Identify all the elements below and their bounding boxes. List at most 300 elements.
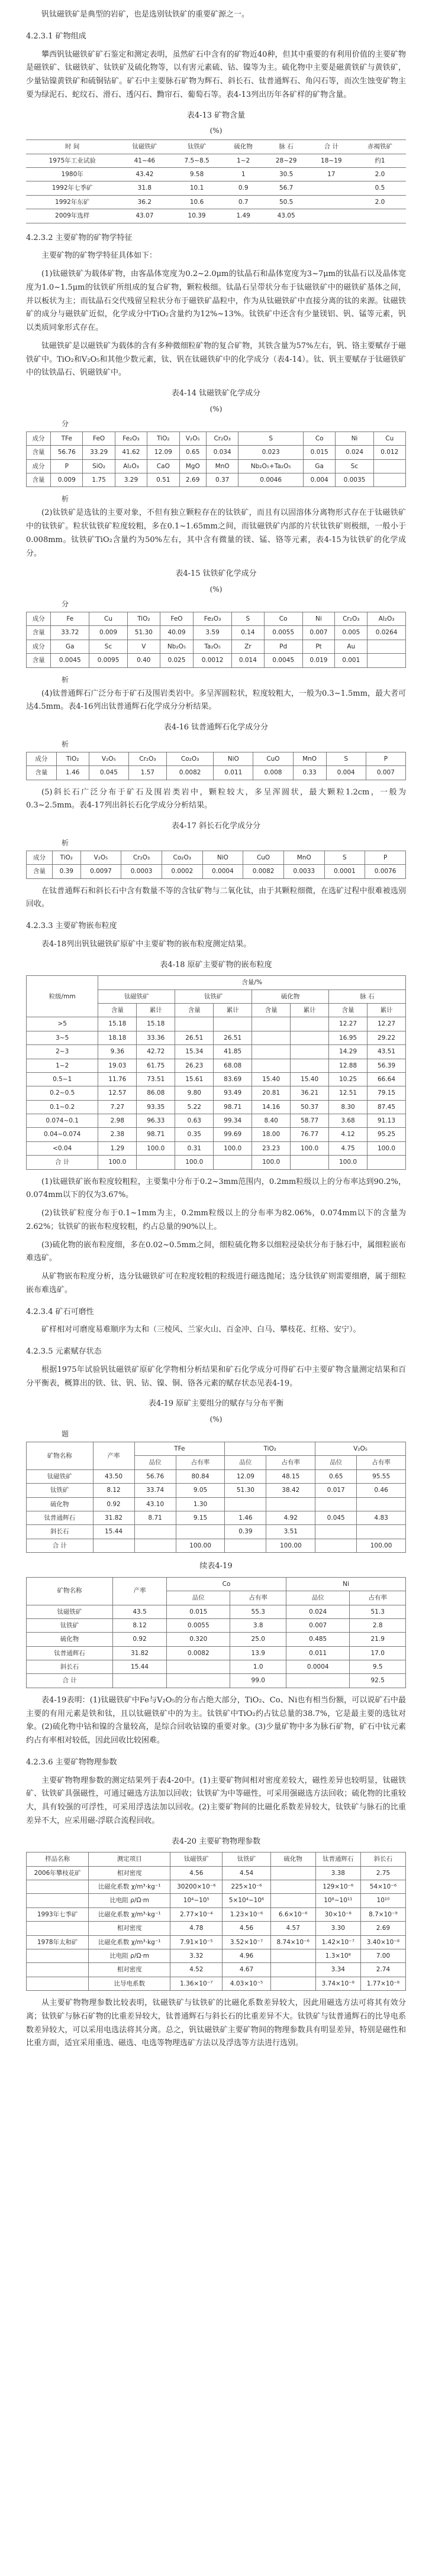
- table-header-cell: NiO: [202, 851, 243, 864]
- table-header-cell: 品位: [315, 1456, 357, 1469]
- table-cell: 6.6×10⁻⁶: [270, 1907, 315, 1921]
- table-cell: 96.33: [137, 1114, 175, 1128]
- table-cell: 2~3: [27, 1045, 98, 1059]
- table-header-cell: V₂O₅: [80, 851, 121, 864]
- table-header-cell: Fe: [51, 612, 89, 626]
- table-cell: 95.55: [357, 1469, 406, 1483]
- table-cell: 8.12: [113, 1618, 167, 1632]
- table-header-row: [27, 1852, 406, 1866]
- table-cell: 4.57: [270, 1922, 315, 1935]
- table-cell: 12.51: [329, 1086, 367, 1100]
- table-cell: 7.27: [98, 1100, 137, 1114]
- table-cell: 11.76: [98, 1072, 137, 1086]
- table-cell: 12.09: [225, 1469, 266, 1483]
- table-4-19-cont: [26, 1577, 406, 1688]
- table-cell: 斜长石: [27, 1660, 113, 1674]
- table-cell: 4.92: [266, 1511, 315, 1524]
- table-header-cell: NiO: [214, 752, 253, 765]
- table-cell: 10.1: [170, 181, 223, 195]
- table-cell: [270, 1963, 315, 1977]
- table-cell: 硫化物: [27, 1633, 113, 1646]
- table-header-cell: 成分: [27, 459, 51, 473]
- table-cell: 79.15: [367, 1086, 406, 1100]
- table-header-cell: Sc: [89, 640, 128, 653]
- table-cell: 41~46: [118, 154, 170, 167]
- table-cell: 8.74×10⁻⁶: [270, 1935, 315, 1949]
- table-cell: 1993年七季矿: [27, 1907, 89, 1921]
- table-4-17: [26, 851, 406, 879]
- table-cell: 0.007: [286, 1618, 350, 1632]
- paragraph-occurrence-analysis: 表4-19表明：(1)钛磁铁矿中Fe与V₂O₅的分布占绝大部分，TiO₂、Co、Ni也有相当份额，可以说矿石中最主要的有用元素是铁和钛，且以钛磁铁矿中的为主。钛铁矿中TiO₂约占钛总量的38.7%，它是最主要的选钛对象。(2)硫化物中钴和镍的含量较高，是综合回收钴镍的重要对象。(3)少量矿物中多为脉石矿物，矿石中钛元素约占有率相对较低，因此回收比较困难。: [26, 1695, 406, 1745]
- table-cell: 20.81: [252, 1086, 291, 1100]
- table-header-cell: 斜长石: [360, 1852, 405, 1866]
- table-cell: 0.46: [357, 1484, 406, 1497]
- table-header-cell: 品位: [225, 1456, 266, 1469]
- table-cell: 99.0: [230, 1674, 286, 1688]
- table-header-cell: Al₂O₃: [367, 612, 406, 626]
- table-cell: 225×10⁻⁶: [223, 1880, 270, 1894]
- table-cell: 58.77: [291, 1114, 329, 1128]
- table-cell: 36.21: [291, 1086, 329, 1100]
- table-cell: 2.77×10⁻⁴: [170, 1907, 223, 1921]
- table-header-cell: 测定项目: [89, 1852, 170, 1866]
- table-caption-4-14: 表4-14 钛磁铁矿化学成分: [171, 389, 261, 398]
- table-cell: 10.39: [170, 209, 223, 223]
- table-cell: 0.014: [231, 654, 264, 667]
- table-row: [27, 1031, 406, 1044]
- table-cell: 66.64: [367, 1072, 406, 1086]
- table-header-cell: 含量: [175, 1004, 214, 1017]
- table-cell: 33.72: [51, 626, 89, 640]
- table-cell: 26.51: [175, 1031, 214, 1044]
- table-cell: 0.0264: [367, 626, 406, 640]
- paragraph-plagioclase: (5)斜长石广泛分布于矿石及围岩类岩中，颗粒较大，多呈浑圆状，最大颗粒1.2cm，一般为0.3~2.5mm。表4-17列出斜长石化学成分分析结果。: [26, 787, 406, 810]
- table-cell: 0.33: [293, 766, 326, 780]
- table-header-row: [27, 1442, 406, 1456]
- table-cell: 100.0: [367, 1141, 406, 1155]
- table-cell: 13.9: [230, 1646, 286, 1660]
- table-cell: 4.54: [223, 1866, 270, 1880]
- table-header-cell: 钛铁矿: [175, 989, 252, 1003]
- table-header-cell: Cr₂O₃: [206, 432, 238, 445]
- table-header-cell: FeO: [160, 612, 194, 626]
- table-cell: 7.00: [360, 1949, 405, 1962]
- table-cell: 14.16: [252, 1100, 291, 1114]
- table-header-row: [27, 851, 406, 864]
- table-cell: 54×10⁻⁶: [360, 1880, 405, 1894]
- table-cell: 0.04~0.074: [27, 1128, 98, 1141]
- table-cell: 0.40: [127, 654, 160, 667]
- table-cell: 1~2: [223, 154, 264, 167]
- table-label-4-16: 析: [62, 739, 69, 748]
- table-cell: 26.51: [214, 1031, 252, 1044]
- table-cell: 1.46: [225, 1511, 266, 1524]
- table-cell: 16.95: [329, 1031, 367, 1044]
- paragraph-titanium-in-gangue: 在钛普通辉石和斜长石中含有数量不等的含钛矿物与二氧化钛，由于其颗粒细微，在选矿过程中很难被选别回收。: [26, 886, 406, 909]
- table-cell: 9.80: [175, 1086, 214, 1100]
- table-cell: 含量: [27, 446, 51, 459]
- paragraph-grain-size-intro: 表4-18列出钒钛磁铁矿原矿中主要矿物的嵌布粒度测定结果。: [41, 939, 252, 949]
- table-caption-4-18: 表4-18 原矿主要矿物的嵌布粒度: [160, 960, 272, 969]
- table-header-cell: Sc: [336, 459, 373, 473]
- table-cell: 95.25: [367, 1128, 406, 1141]
- table-cell: 15.61: [175, 1072, 214, 1086]
- table-header-cell: Co: [264, 612, 302, 626]
- table-cell: 2.0: [354, 168, 406, 181]
- paragraph-grain-size-2: (2)钛铁矿粒度分布于0.1~1mm为主，0.2mm粒级以上的分布率为82.06%，0.074mm以下的含量为2.62%；钛铁矿的嵌布粒度较粗，约占总量的90%以上。: [26, 1209, 406, 1231]
- table-header-cell: 占有率: [350, 1591, 406, 1605]
- table-cell: 0.65: [179, 446, 206, 459]
- table-cell: 2.74: [360, 1963, 405, 1977]
- table-cell: 含量: [27, 865, 53, 878]
- table-cell: 55.3: [230, 1605, 286, 1618]
- table-cell: 17.0: [350, 1646, 406, 1660]
- table-cell: 51.30: [127, 626, 160, 640]
- table-header-cell: TiO₂: [225, 1442, 315, 1456]
- table-header-row: [27, 1577, 406, 1591]
- table-cell: [266, 1497, 315, 1511]
- table-cell: 93.35: [137, 1100, 175, 1114]
- table-header-row: [27, 612, 406, 626]
- paragraph-physical-params: 主要矿物物理参数的测定结果列于表4-20中。(1)主要矿物间相对密度差较大，磁性差异也较明显，钛磁铁矿、钛铁矿具强磁性，可通过磁选方法加以回收；钛铁矿为中等磁性，可采用强磁选方法回收；硫化物的比重较大，具有较强的可浮性，可采用浮选法加以回收。(2)主要矿物间的比磁化系数差异较大，钛铁矿与脉石的比重差异不大，应采用磁-浮联合流程回收。: [26, 1776, 406, 1825]
- table-cell: 比磁化系数 χ/m³·kg⁻¹: [89, 1935, 170, 1949]
- table-cell: 0.023: [238, 446, 304, 459]
- table-cell: 7.91×10⁻⁵: [170, 1935, 223, 1949]
- table-header-row: [27, 459, 406, 473]
- table-cell: 2.0: [354, 195, 406, 209]
- table-cell: 0.0082: [243, 865, 284, 878]
- table-header-cell: MnO: [293, 752, 326, 765]
- table-header-cell: 品位: [167, 1591, 230, 1605]
- table-cell: 3.38: [315, 1866, 360, 1880]
- table-header-cell: S: [231, 612, 264, 626]
- table-cell: 0.39: [52, 865, 80, 878]
- table-row: [27, 1525, 406, 1539]
- table-cell: 8.40: [252, 1114, 291, 1128]
- table-cell: 1.36×10⁻⁷: [170, 1977, 223, 1990]
- table-cell: 0.045: [89, 766, 128, 780]
- table-cell: 3.29: [115, 473, 147, 486]
- table-cell: 0.51: [147, 473, 179, 486]
- table-cell: 8.12: [93, 1484, 134, 1497]
- table-cell: 100.0: [291, 1141, 329, 1155]
- table-header-cell: MgO: [179, 459, 206, 473]
- table-cell: [367, 654, 406, 667]
- table-header-cell: Nb₂O₅+Ta₂O₅: [238, 459, 304, 473]
- table-cell: 1980年: [26, 168, 118, 181]
- table-cell: 0.35: [175, 1128, 214, 1141]
- table-cell: 0.39: [225, 1525, 266, 1539]
- paragraph-mineral-composition: 攀西钒钛磁铁矿矿石鉴定和测定表明，虽然矿石中含有的矿物近40种，但其中重要的有利用价值的主要矿物是磁铁矿、钛磁铁矿、钛铁矿及硫化物等，以有害元素硫、钴、镍等为主。硫化物中主要是磁黄铁矿与黄铁矿，少量钴镍黄铁矿和硫铜钴矿。矿石中主要脉石矿物为辉石、斜长石、钛普通辉石、角闪石等，而次生蚀变矿物主要为绿泥石、蛇纹石、滑石、透闪石、黝帘石、葡萄石等。表4-13列出历年各矿样的矿物含量。: [26, 50, 406, 99]
- table-cell: 0.0076: [365, 865, 406, 878]
- table-cell: 98.71: [214, 1100, 252, 1114]
- section-heading-4-2-3-2: 4.2.3.2 主要矿物的矿物学特征: [26, 233, 133, 242]
- table-cell: 3.40×10⁻⁸: [360, 1935, 405, 1949]
- table-cell: 3.32: [170, 1949, 223, 1962]
- table-cell: 含量: [27, 473, 51, 486]
- table-cell: 31.82: [113, 1646, 167, 1660]
- table-header-cell: S: [326, 752, 366, 765]
- table-cell: [252, 1059, 291, 1072]
- table-cell: 0.0082: [166, 766, 213, 780]
- table-row: [27, 1059, 406, 1072]
- table-header-cell: 含量: [252, 1004, 291, 1017]
- table-header-cell: Ga: [304, 459, 336, 473]
- table-header-cell: Au: [335, 640, 367, 653]
- table-cell: 12.27: [367, 1017, 406, 1031]
- table-cell: 12.57: [98, 1086, 137, 1100]
- table-cell: 10.6: [170, 195, 223, 209]
- table-cell: 0.63: [175, 1114, 214, 1128]
- table-cell: 10.25: [329, 1072, 367, 1086]
- table-row: [27, 1949, 406, 1962]
- table-cell: 约1: [354, 154, 406, 167]
- table-header-cell: 赤褐铁矿: [354, 140, 406, 154]
- table-row: [27, 1907, 406, 1921]
- table-header-cell: V₂O₅: [179, 432, 206, 445]
- paragraph-titanomagnetite: (1)钛磁铁矿为载体矿物，由客晶体宽度为0.2~2.0μm的钛晶石和晶体宽度为3~7μm的钛晶石以及晶体宽度为1.0~1.5μm的钛铁矿所组成的复合矿物，颗粒极细。钛晶石呈带状分布于钛磁铁矿中的磁铁矿基体之间，并以板状为主；而钛晶石交代残留呈粒状分布于磁铁矿晶粒中，作为从钛磁铁矿中直接分离的钛的来源。钛磁铁矿的成分与磁铁矿近似，化学成分中TiO₂含量约为12%~13%。钛铁矿中还含有少量镁铝、钒、锰等元素，钒以类质同象形式存在。: [26, 270, 406, 332]
- table-cell: 100.00: [357, 1539, 406, 1552]
- table-cell: 0.017: [315, 1484, 357, 1497]
- table-cell: 3.8: [230, 1618, 286, 1632]
- table-label-4-19: 题: [62, 1430, 69, 1438]
- table-header-cell: 含量: [98, 1004, 137, 1017]
- table-cell: 0.0055: [167, 1618, 230, 1632]
- table-cell: 12.88: [329, 1059, 367, 1072]
- table-caption-4-19-cont: 续表4-19: [199, 1562, 233, 1571]
- table-cell: 91.13: [367, 1114, 406, 1128]
- table-cell: 4.75: [329, 1141, 367, 1155]
- table-cell: 40.09: [160, 626, 194, 640]
- table-row: [27, 626, 406, 640]
- table-cell: 43.05: [264, 209, 309, 223]
- table-cell: 0.034: [206, 446, 238, 459]
- table-cell: 0.024: [336, 446, 373, 459]
- table-cell: 比电阻 ρ/Ω·m: [89, 1949, 170, 1962]
- table-cell: 56.39: [367, 1059, 406, 1072]
- table-cell: 4.12: [329, 1128, 367, 1141]
- table-header-cell: 含量: [329, 1004, 367, 1017]
- table-header-cell: Ni: [286, 1577, 406, 1591]
- table-cell: 100.0: [98, 1156, 137, 1169]
- table-cell: 含量: [27, 766, 57, 780]
- table-row: [27, 1633, 406, 1646]
- table-header-cell: Co: [304, 432, 336, 445]
- table-cell: 钛磁铁矿: [27, 1605, 113, 1618]
- table-header-cell: P: [365, 851, 406, 864]
- table-header-cell: 钛磁铁矿: [118, 140, 170, 154]
- table-cell: 3.30: [315, 1922, 360, 1935]
- table-cell: [113, 1674, 167, 1688]
- table-label-right-4-15: 析: [62, 675, 69, 684]
- table-cell: 合 计: [27, 1156, 98, 1169]
- table-cell: 3.52×10⁻⁷: [223, 1935, 270, 1949]
- table-unit-4-13: (%): [209, 126, 223, 135]
- table-cell: 100.00: [266, 1539, 315, 1552]
- table-header-cell: [373, 459, 405, 473]
- table-row: [27, 1045, 406, 1059]
- table-header-cell: 硫化物: [252, 989, 329, 1003]
- table-header-cell: TiO₂: [52, 851, 80, 864]
- table-cell: [225, 1539, 266, 1552]
- table-row: [27, 1141, 406, 1155]
- table-header-cell: 累计: [367, 1004, 406, 1017]
- table-cell: 100.0: [329, 1156, 367, 1169]
- table-cell: 2006年攀枝花矿: [27, 1866, 89, 1880]
- table-header-row: [27, 976, 406, 989]
- table-header-cell: V: [127, 640, 160, 653]
- table-header-cell: 时 间: [26, 140, 118, 154]
- table-cell: 14.29: [329, 1045, 367, 1059]
- table-cell: 4.83: [357, 1511, 406, 1524]
- table-cell: 3.51: [266, 1525, 315, 1539]
- table-header-cell: MnO: [206, 459, 238, 473]
- table-header-cell: 硫化物: [223, 140, 264, 154]
- table-cell: 0.0003: [121, 865, 162, 878]
- table-caption-4-13: 表4-13 矿物含量: [186, 111, 246, 120]
- table-cell: 87.45: [367, 1100, 406, 1114]
- table-cell: 2.75: [360, 1866, 405, 1880]
- table-header-cell: Ta₂O₅: [194, 640, 232, 653]
- table-cell: 10⁸~10¹¹: [315, 1894, 360, 1907]
- table-cell: [270, 1977, 315, 1990]
- table-row: [27, 446, 406, 459]
- table-cell: [309, 209, 354, 223]
- table-row: [27, 1469, 406, 1483]
- table-cell: 5×10⁴~10⁶: [223, 1894, 270, 1907]
- table-row: [26, 168, 406, 181]
- table-header-row: [26, 140, 406, 154]
- table-cell: 100.0: [175, 1156, 214, 1169]
- table-cell: 1975年工业试验: [26, 154, 118, 167]
- table-cell: [27, 1949, 89, 1962]
- table-cell: 48.15: [266, 1469, 315, 1483]
- table-cell: 4.56: [170, 1866, 223, 1880]
- table-cell: 2009年选样: [26, 209, 118, 223]
- table-header-cell: V₂O₅: [315, 1442, 406, 1456]
- table-cell: 41.62: [115, 446, 147, 459]
- table-cell: [270, 1894, 315, 1907]
- table-header-cell: Ga: [51, 640, 89, 653]
- table-header-cell: Cr₂O₃: [121, 851, 162, 864]
- table-cell: 3.34: [315, 1963, 360, 1977]
- table-cell: 8.7×10⁻⁹: [360, 1907, 405, 1921]
- table-cell: 钛铁矿: [27, 1618, 113, 1632]
- table-header-cell: S: [324, 851, 365, 864]
- table-cell: 8.71: [134, 1511, 176, 1524]
- table-cell: 2.69: [179, 473, 206, 486]
- table-cell: 1.29: [98, 1141, 137, 1155]
- table-row: [27, 1674, 406, 1688]
- table-header-cell: P: [366, 752, 405, 765]
- table-cell: 0.0035: [336, 473, 373, 486]
- table-cell: 含量: [27, 626, 51, 640]
- table-header-cell: Cr₂O₃: [335, 612, 367, 626]
- paragraph-titanomagnetite-2: 钛磁铁矿是以磁铁矿为载体的含有多种微细粒矿物的复合矿物，其铁含量为57%左右，钒、铬主要赋存于磁铁矿中。TiO₂和V₂O₅和其他少数元素，钛、钒在钛磁铁矿中的化学成分（表4-14）。钛、钒主要赋存于钛磁铁矿中的钛铁晶石、钒磁铁矿中。: [26, 341, 406, 378]
- table-cell: 0.0055: [264, 626, 302, 640]
- table-cell: 9.5: [350, 1660, 406, 1674]
- table-cell: 8.30: [329, 1100, 367, 1114]
- table-header-cell: 成分: [27, 752, 57, 765]
- table-header-cell: TiO₂: [127, 612, 160, 626]
- section-heading-4-2-3-1: 4.2.3.1 矿物组成: [26, 31, 86, 41]
- table-header-row: [27, 640, 406, 653]
- table-cell: 15.40: [252, 1072, 291, 1086]
- table-header-cell: Cr₂O₃: [128, 752, 166, 765]
- table-cell: 15.44: [113, 1660, 167, 1674]
- table-cell: [315, 1497, 357, 1511]
- table-header-cell: Pt: [302, 640, 335, 653]
- table-row: [27, 473, 406, 486]
- table-cell: 33.36: [137, 1031, 175, 1044]
- table-header-cell: Fe₂O₃: [194, 612, 232, 626]
- table-cell: 30200×10⁻⁶: [170, 1880, 223, 1894]
- table-cell: 0.0002: [162, 865, 202, 878]
- table-cell: 43.51: [367, 1045, 406, 1059]
- table-cell: 18.00: [252, 1128, 291, 1141]
- table-cell: 17: [309, 168, 354, 181]
- paragraph-grindability: 矿样相对可磨度易难顺序为太和（三棱风、兰家火山、百金冲、白马、攀枝花、红格、安宁）。: [41, 1325, 361, 1335]
- table-cell: 43.50: [93, 1469, 134, 1483]
- table-row: [27, 1646, 406, 1660]
- table-cell: 56.76: [51, 446, 83, 459]
- table-cell: 相对密度: [89, 1922, 170, 1935]
- table-cell: 0.001: [335, 654, 367, 667]
- table-cell: 30.5: [264, 168, 309, 181]
- table-cell: 10¹⁰: [360, 1894, 405, 1907]
- table-cell: 9.58: [170, 168, 223, 181]
- table-header-cell: TFe: [134, 1442, 225, 1456]
- table-cell: [354, 209, 406, 223]
- table-cell: 2.8: [350, 1618, 406, 1632]
- table-header-cell: V₂O₅: [89, 752, 128, 765]
- table-cell: 31.82: [93, 1511, 134, 1524]
- table-header-cell: 占有率: [266, 1456, 315, 1469]
- table-cell: 0.025: [160, 654, 194, 667]
- table-cell: 100.0: [214, 1141, 252, 1155]
- table-cell: 23.23: [252, 1141, 291, 1155]
- table-header-cell: 占有率: [357, 1456, 406, 1469]
- table-cell: 41.85: [214, 1045, 252, 1059]
- table-cell: 29.22: [367, 1031, 406, 1044]
- table-cell: 0.1~0.2: [27, 1100, 98, 1114]
- table-cell: 0.5~1: [27, 1072, 98, 1086]
- table-cell: [286, 1674, 350, 1688]
- table-caption-4-20: 表4-20 主要矿物物理参数: [171, 1837, 261, 1846]
- table-cell: 2.38: [98, 1128, 137, 1141]
- paragraph-features-intro: 主要矿物的矿物学特征具体如下：: [41, 251, 157, 261]
- table-header-cell: 样品名称: [27, 1852, 89, 1866]
- table-cell: 30×10⁻⁸: [315, 1907, 360, 1921]
- table-cell: 0.7: [223, 195, 264, 209]
- table-cell: 5.22: [175, 1100, 214, 1114]
- table-cell: 4.96: [223, 1949, 270, 1962]
- table-4-19: [26, 1442, 406, 1553]
- table-4-18: [26, 975, 406, 1169]
- table-cell: 43.10: [134, 1497, 176, 1511]
- table-row: [27, 865, 406, 878]
- table-4-20: [26, 1852, 406, 1991]
- table-cell: 0.0095: [89, 654, 128, 667]
- table-header-cell: FeO: [83, 432, 115, 445]
- table-cell: 4.67: [223, 1963, 270, 1977]
- table-header-cell: TiO₂: [56, 752, 89, 765]
- table-cell: 0.0046: [238, 473, 304, 486]
- table-header-cell: S: [238, 432, 304, 445]
- table-cell: 0.14: [231, 626, 264, 640]
- table-cell: [27, 1894, 89, 1907]
- table-cell: [357, 1525, 406, 1539]
